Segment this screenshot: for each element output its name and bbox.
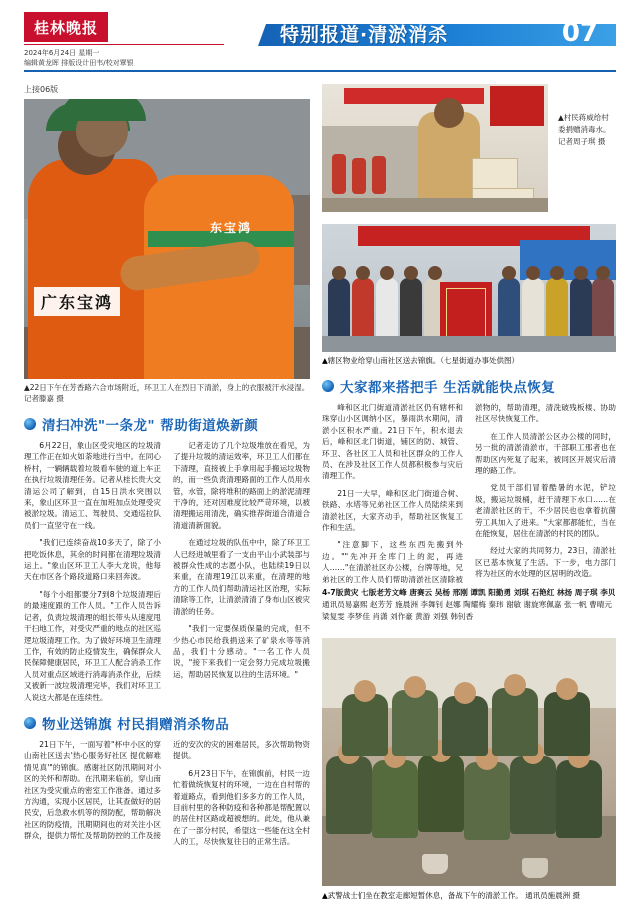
article2-body bbox=[24, 739, 310, 848]
article1-headline bbox=[24, 414, 310, 434]
issue-editor: 编辑黄龙晖 排版设计田韦/校对覃银 bbox=[24, 59, 134, 67]
paragraph: 6月22日，象山区受灾地区的垃圾清理工作正在如火如荼地进行当中。在同心桥村，一辆辆载着垃圾看车驶的道上车正在执行垃圾清理任务。记者从桂长贵大交清运公司了解到，自15日洪水突围以来，象山区环卫一直在加班加点处理受灾被淤垃圾。清运工、驾驶员、交通巡拉队员们一直坚守在一线。 bbox=[24, 441, 161, 530]
article3-headline bbox=[322, 376, 616, 396]
photo-vest-text: 东宝鸿 bbox=[210, 221, 253, 235]
photo-soldiers-resting bbox=[322, 638, 616, 886]
paragraph: "我们已连续奋战10多天了，除了小把吃饭休息，其余的时间都在清理垃圾清运上。"象山区环卫工人李大龙说，他每天在市区各个路段道路口来回奔波。 bbox=[24, 538, 161, 582]
photo-caption-bottom: ▲武警战士们坐在教室走廊短暂休息，备战下午的清淤工作。 通讯员施晨洲 摄 bbox=[322, 891, 581, 900]
paragraph: 党员干部们冒着酷暑的水泥，铲垃圾，搬运垃圾桶，赶干清理下水口……在老清淤社区的干，不少居民也也拿着抗菌劳工具加入了进来。"大家都都能忙，当在在能恢复，居住在清淤的村民的团队。 bbox=[475, 483, 616, 539]
masthead bbox=[0, 0, 640, 78]
photo-caption-main: ▲22日下午在芳香路六合市场附近，环卫工人在烈日下清淤，身上的衣服被汗水浸湿。 记者滕嘉 摄 bbox=[24, 383, 310, 403]
photo-overlay-tag: 广东宝鸿 bbox=[34, 287, 120, 316]
issue-date: 2024年6月24日 星期一 bbox=[24, 49, 100, 57]
photo-caption-donation: ▲村民蒋威给村委捐赠消毒水。 记者周子琪 摄 bbox=[558, 113, 611, 146]
article1-headline-text: 清扫冲洗"一条龙" 帮助街道焕新颜 bbox=[42, 418, 259, 434]
right-column bbox=[322, 84, 616, 623]
byline-correspondents: 通讯员易嘉熙 赵芳芳 施晨洲 李舞钊 赵娜 陶耀梅 秦玮 谢敏 谢旋寒佩嘉 张一帆 曹晴元 梁复雯 李梦佳 肖潇 刘作豪 黄游 刘强 韩钊香 bbox=[322, 600, 612, 622]
paragraph: "每个小组都要分7到8个垃圾清理后的最速度跟的工作人员。"工作人员告诉记者，负责垃圾清理的组长带头从速度甩干扫地工作，对受灾严重的地点的社区巡逻垃圾清理工作。为了做好环境卫生清理工作，有效的防止疫情发生，确保群众人民保障健康居民，环卫工人配合消杀工作人员对重点区域进行消毒消杀作业，后续又被新一波垃圾清理完毕，我们对环卫工人说这大都是在连续性。 bbox=[24, 589, 161, 702]
issue-info bbox=[24, 48, 134, 68]
article3-body bbox=[322, 402, 616, 585]
photo-caption-group: ▲辖区物业给穿山南社区送去锦旗。（七星街道办事处供图） bbox=[322, 356, 520, 365]
photo-group-banner bbox=[322, 224, 616, 352]
masthead-rule bbox=[24, 44, 224, 45]
article2-headline-text: 物业送锦旗 村民捐赠消杀物品 bbox=[42, 716, 230, 733]
jump-note: 上接06版 bbox=[24, 85, 59, 94]
byline-reporters: 4-7版黄灾 七版老芳文峰 唐赛云 吴杨 邢刚 谭凯 阳勤勇 刘琪 石艳红 林扬 周子琪 李贝 bbox=[322, 588, 616, 598]
newspaper-logo: 桂林晚报 bbox=[24, 12, 108, 42]
paragraph: 6月23日下午，在锦旗前，村民一边忙着做统恢复村的环境，一边在自村帮的着道路点，看到他们多多方的工作人员，目前村里的各种防疫和各种都是帮配置以的居住村区路或超被想的。此处，他从兼在了一部分村民，希望这一些能在这全村人的工，尽快恢复往日的正常生活。 bbox=[173, 768, 310, 847]
paragraph: "注意脚下，这些东西先搬到外边。""先冲开全库门上的泥，再进人……"在清淤社区办公楼，台牌等地，兄弟社区的工作人员们帮助清淤社区清除被淤物的，帮助清理，清洗破残板楼、协助社区尽快恢复工作。 bbox=[322, 403, 616, 584]
paragraph: "我们一定要保质保量的完成，但不少热心市民给我捐送来了矿泉水等等消品，我们十分感动。"一名工作人员说，"接下来我们一定会努力完成垃圾搬运，帮助居民恢复以往的生活环境。" bbox=[173, 624, 310, 679]
paragraph: 21日一大早，峰和区北门街道合树、铁路、水塔等兄弟社区工作人员陆续来到清淤社区，大家齐动手，帮助社区恢复工作和生活。 bbox=[322, 488, 463, 533]
paragraph: 经过大家的共同努力，23日，清淤社区已基本恢复了生活。下一步，电力部门将为社区的水处理的区居明的改造。 bbox=[475, 546, 616, 579]
paragraph: 峰和区北门街道清淤社区仍有辖杯和珠穿山小区调纳小区，暴雨洪水期间，清淤小区积水严重。21日下午，积水退去后，峰和区北门街道，铺区的防、城管、环卫、各社区工人员和社区群众的工作人员、在涉及社区工作人员都积极参与灾后清理工作。 bbox=[322, 403, 463, 481]
paragraph: 在工作人员清淤公区办公楼的同时，另一批的清淤清淤市，干部职工那者也在帮助区内死复了起来，被同区开展灾后清理的路工作。 bbox=[475, 431, 616, 476]
bullet-icon bbox=[24, 418, 36, 430]
article2-headline bbox=[24, 713, 310, 733]
article3-headline-text: 大家都来搭把手 生活就能快点恢复 bbox=[340, 380, 556, 396]
article1-body bbox=[24, 440, 310, 703]
paragraph: 在通过垃圾的队伍中中，除了环卫工人已经进城里看了一支由平山小武装部与被群众性成的志愿小队，也陆续19日以来重，在清理19江以来重，在清理的地方的工作人员们帮助清运社区治理，实际清除等工作，让清淤清清了身布山区被灾清淤的任务。 bbox=[173, 538, 310, 616]
paragraph: 记者走访了几个垃圾堆放在看见，为了提升垃圾的清运效率，环卫工人们都在下清理，直接被上手拿用起手搬运垃圾物的，而一些负责清理路面的工作人员用水管，水管，除将堆积的路面上的淤泥清理干净的，还对因难度比较严苛环境，以被清理搬运用清洗，确实推荐街道合清道合清道清新面貌。 bbox=[173, 441, 310, 530]
paragraph: 21日下午，一面写着"杯中小区的穿山南社区送去'热心服务好社区 提优解难情见真'"的锦旗。感谢社区防汛期间对小区的关怀和帮助。在汛期来临前，穿山南社区为受灾重点的密室工作准备。通过多方沟通，实现小区居民，让其查做好的居民安，后急救水机等的预防配，帮助解决社区的防疫情，汛期期间也的对关注小区群众，提供力帮忙及帮助防控的工作及接近的安次的灾的困难居民，多次帮助物资提供。 bbox=[24, 739, 310, 841]
photo-street-cleaners bbox=[24, 99, 310, 379]
section-banner bbox=[250, 18, 616, 52]
photo-donation bbox=[322, 84, 548, 212]
bullet-icon bbox=[24, 717, 36, 729]
masthead-bottom-rule bbox=[24, 70, 616, 72]
left-column bbox=[24, 84, 310, 848]
section-title: 特别报道·清淤消杀 bbox=[280, 24, 449, 46]
byline-list bbox=[322, 587, 616, 623]
bullet-icon bbox=[322, 380, 334, 392]
page-number: 07 bbox=[561, 18, 598, 48]
